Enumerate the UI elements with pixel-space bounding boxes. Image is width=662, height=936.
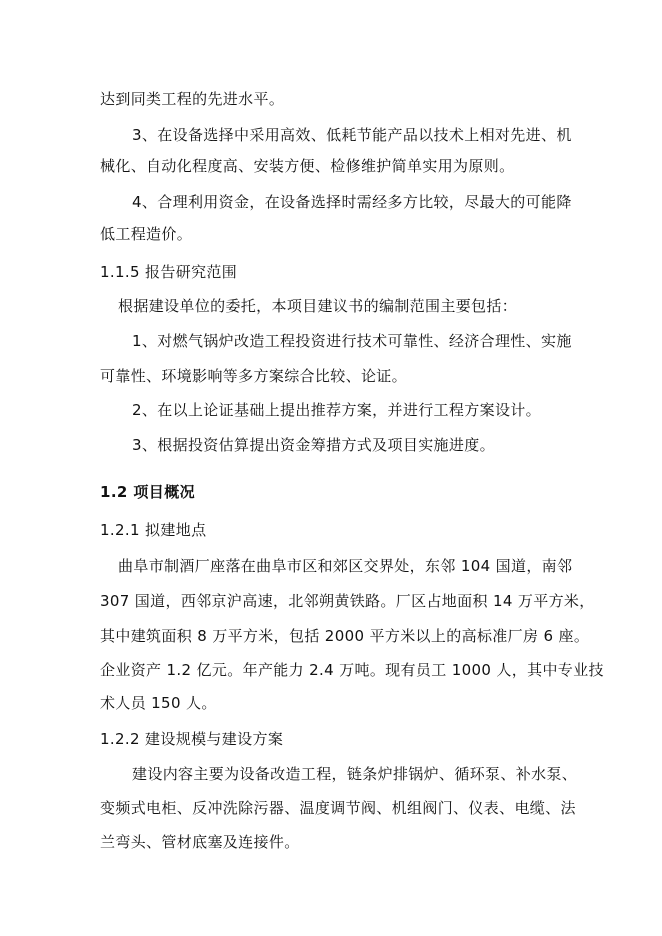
paragraph-line: 根据建设单位的委托，本项目建议书的编制范围主要包括： — [118, 297, 518, 315]
paragraph-line: 达到同类工程的先进水平。 — [100, 90, 285, 108]
paragraph-line: 兰弯头、管材底塞及连接件。 — [100, 833, 300, 851]
section-heading-1-1-5: 1.1.5 报告研究范围 — [100, 263, 238, 281]
paragraph-line: 其中建筑面积 8 万平方米，包括 2000 平方米以上的高标准厂房 6 座。 — [100, 627, 590, 645]
paragraph-line: 可靠性、环境影响等多方案综合比较、论证。 — [100, 367, 408, 385]
paragraph-line: 建设内容主要为设备改造工程，链条炉排锅炉、循环泵、补水泵、 — [132, 765, 578, 783]
section-heading-1-2-1: 1.2.1 拟建地点 — [100, 521, 207, 539]
paragraph-line: 械化、自动化程度高、安装方便、检修维护简单实用为原则。 — [100, 157, 515, 175]
section-heading-1-2: 1.2 项目概况 — [100, 483, 195, 501]
paragraph-line: 307 国道，西邻京沪高速，北邻朔黄铁路。厂区占地面积 14 万平方米， — [100, 592, 595, 610]
paragraph-line: 低工程造价。 — [100, 225, 193, 243]
paragraph-line: 3、根据投资估算提出资金筹措方式及项目实施进度。 — [132, 436, 495, 454]
paragraph-line: 3、在设备选择中采用高效、低耗节能产品以技术上相对先进、机 — [132, 126, 572, 144]
paragraph-line: 企业资产 1.2 亿元。年产能力 2.4 万吨。现有员工 1000 人，其中专业技 — [100, 661, 604, 679]
paragraph-line: 变频式电柜、反冲洗除污器、温度调节阀、机组阀门、仪表、电缆、法 — [100, 799, 576, 817]
paragraph-line: 1、对燃气锅炉改造工程投资进行技术可靠性、经济合理性、实施 — [132, 332, 572, 350]
paragraph-line: 曲阜市制酒厂座落在曲阜市区和郊区交界处，东邻 104 国道，南邻 — [118, 557, 573, 575]
section-heading-1-2-2: 1.2.2 建设规模与建设方案 — [100, 730, 284, 748]
paragraph-line: 术人员 150 人。 — [100, 694, 217, 712]
paragraph-line: 2、在以上论证基础上提出推荐方案，并进行工程方案设计。 — [132, 401, 541, 419]
paragraph-line: 4、合理利用资金，在设备选择时需经多方比较，尽最大的可能降 — [132, 193, 572, 211]
